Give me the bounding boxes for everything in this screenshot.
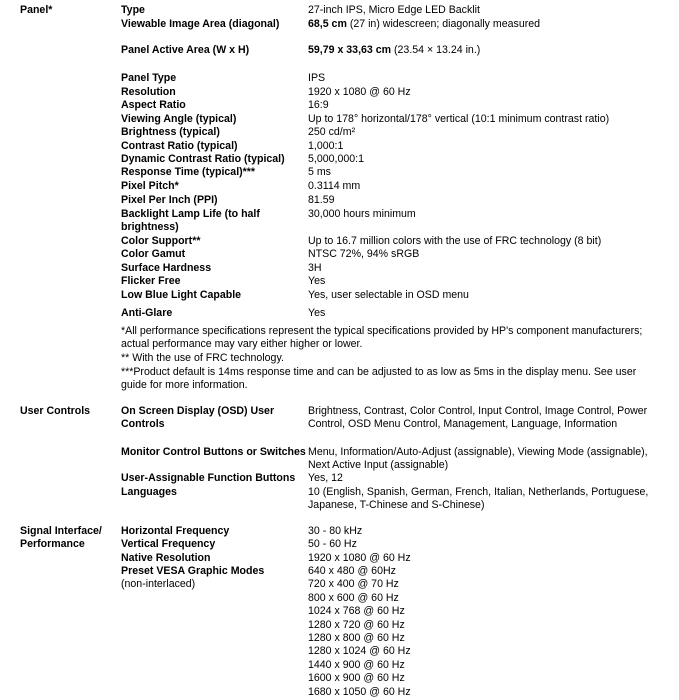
spec-value: Menu, Information/Auto-Adjust (assignable), Viewing Mode (assignable), Next Active Input (assignable) (308, 446, 648, 472)
spec-label: Viewing Angle (typical) (121, 113, 237, 125)
spec-label: Contrast Ratio (typical) (121, 140, 238, 152)
spec-value: Up to 178° horizontal/178° vertical (10:1 minimum contrast ratio) (308, 113, 610, 125)
spec-label: Dynamic Contrast Ratio (typical) (121, 153, 285, 165)
spec-value: Yes (308, 275, 326, 287)
spec-label-note: (non-interlaced) (121, 578, 196, 591)
list-item: 1024 x 768 @ 60 Hz (308, 605, 405, 618)
spec-label: Flicker Free (121, 275, 181, 287)
spec-label: Horizontal Frequency (121, 525, 230, 537)
spec-value: 0.3114 mm (308, 180, 361, 192)
spec-value: 16:9 (308, 99, 329, 111)
section-user-controls: User Controls (20, 405, 91, 417)
spec-value: 50 - 60 Hz (308, 538, 357, 550)
spec-value: Brightness, Contrast, Color Control, Input Control, Image Control, Power Control, OSD Menu Control, Management, Language, Information (308, 405, 648, 431)
spec-value: 250 cd/m² (308, 126, 356, 138)
spec-value: 5 ms (308, 166, 331, 178)
spec-label: Pixel Pitch* (121, 180, 179, 192)
spec-label: Anti-Glare (121, 307, 173, 319)
spec-value: 1920 x 1080 @ 60 Hz (308, 86, 411, 98)
spec-value: 3H (308, 262, 322, 274)
spec-label: Pixel Per Inch (PPI) (121, 194, 218, 206)
list-item: 800 x 600 @ 60 Hz (308, 591, 399, 604)
spec-value (308, 44, 668, 57)
spec-value: Up to 16.7 million colors with the use of FRC technology (8 bit) (308, 235, 602, 247)
list-item: 640 x 480 @ 60Hz (308, 565, 396, 577)
list-item: 1280 x 720 @ 60 Hz (308, 618, 405, 631)
spec-value: Yes (308, 307, 326, 319)
spec-value: IPS (308, 72, 326, 84)
footnote: *All performance specifications represent the typical specifications provided by HP's component manufacturers; actual performance may vary either higher or lower. (121, 325, 643, 351)
list-item: 720 x 400 @ 70 Hz (308, 578, 399, 591)
spec-label: Languages (121, 486, 177, 498)
spec-value-rest: (27 in) widescreen; diagonally measured (346, 18, 541, 30)
spec-value: 1,000:1 (308, 140, 344, 152)
list-item: 1440 x 900 @ 60 Hz (308, 658, 405, 671)
spec-label: Low Blue Light Capable (121, 289, 242, 301)
list-item: 1280 x 800 @ 60 Hz (308, 631, 405, 644)
spec-value: Yes, 12 (308, 472, 343, 484)
spec-value: 1920 x 1080 @ 60 Hz (308, 552, 411, 564)
spec-label-main: Preset VESA Graphic Modes (121, 565, 265, 577)
spec-label: Aspect Ratio (121, 99, 186, 111)
spec-value (308, 18, 668, 31)
footnote: ** With the use of FRC technology. (121, 352, 284, 364)
spec-label: Native Resolution (121, 552, 211, 564)
spec-label: Response Time (typical)*** (121, 166, 256, 178)
vesa-mode-list (308, 565, 508, 699)
spec-value: 30 - 80 kHz (308, 525, 363, 537)
spec-label: User-Assignable Function Buttons (121, 472, 296, 484)
spec-value-rest: (23.54 × 13.24 in.) (391, 44, 481, 56)
spec-label: Color Gamut (121, 248, 186, 260)
list-item: 1280 x 1024 @ 60 Hz (308, 645, 411, 658)
spec-label: Brightness (typical) (121, 126, 220, 138)
spec-label: Surface Hardness (121, 262, 212, 274)
spec-label: Monitor Control Buttons or Switches (121, 446, 306, 458)
spec-label: Vertical Frequency (121, 538, 216, 550)
spec-label: Panel Active Area (W x H) (121, 44, 250, 56)
section-panel: Panel* (20, 4, 53, 16)
spec-value: NTSC 72%, 94% sRGB (308, 248, 420, 260)
spec-label: Backlight Lamp Life (to half brightness) (121, 208, 260, 234)
spec-value: 10 (English, Spanish, German, French, Italian, Netherlands, Portuguese, Japanese, T-Chinese and S-Chinese) (308, 486, 649, 512)
spec-value: Yes, user selectable in OSD menu (308, 289, 469, 301)
spec-label: On Screen Display (OSD) User Controls (121, 405, 275, 431)
spec-value-bold: 68,5 cm (308, 18, 347, 30)
spec-label: Viewable Image Area (diagonal) (121, 18, 280, 30)
spec-label: Panel Type (121, 72, 177, 84)
spec-label: Color Support** (121, 235, 201, 247)
spec-value: 5,000,000:1 (308, 153, 364, 165)
spec-label: Resolution (121, 86, 176, 98)
list-item: 1600 x 900 @ 60 Hz (308, 672, 405, 685)
spec-value-bold: 59,79 x 33,63 cm (308, 44, 392, 56)
spec-label: Type (121, 4, 145, 16)
spec-label (121, 565, 291, 592)
footnote: ***Product default is 14ms response time and can be adjusted to as low as 5ms in the display menu. See user guide for more information. (121, 366, 637, 392)
list-item: 1680 x 1050 @ 60 Hz (308, 685, 411, 698)
spec-value: 81.59 (308, 194, 335, 206)
spec-value: 27-inch IPS, Micro Edge LED Backlit (308, 4, 480, 16)
section-signal-interface: Signal Interface/ Performance (20, 525, 102, 551)
spec-value: 30,000 hours minimum (308, 208, 416, 220)
